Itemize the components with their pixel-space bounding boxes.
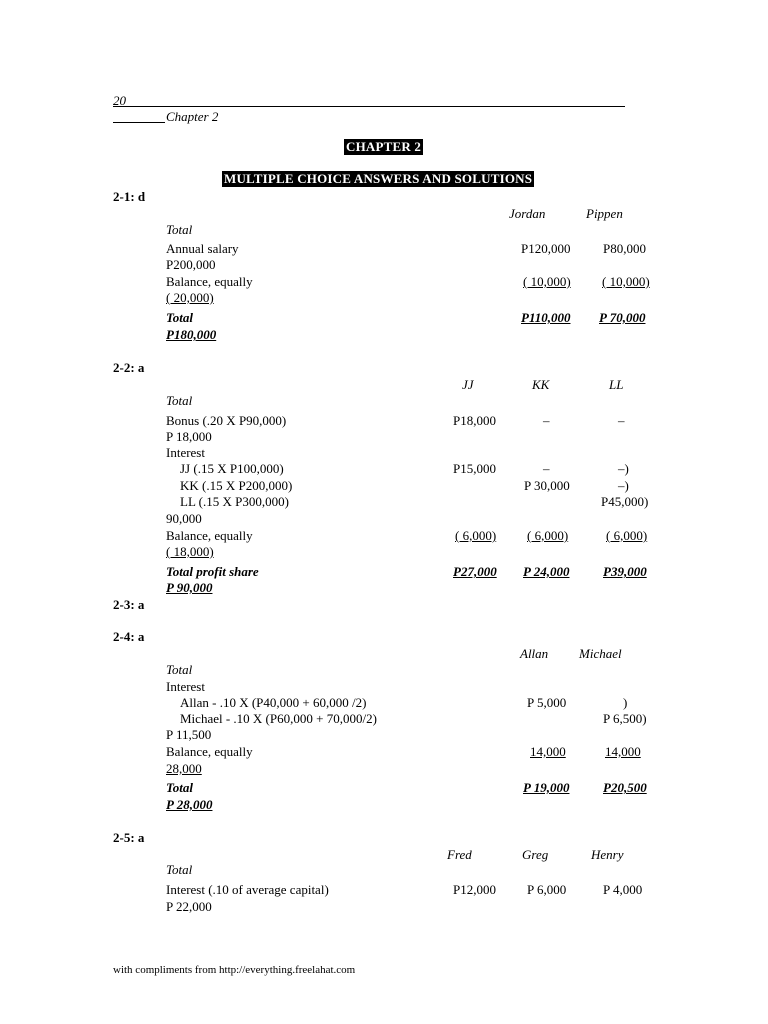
cell-value: – (543, 413, 550, 428)
cell-total: P200,000 (166, 257, 216, 272)
cell-total: P 18,000 (166, 429, 212, 444)
cell-value: P20,500 (603, 780, 647, 795)
cell-total: P 22,000 (166, 899, 212, 914)
row-label: Interest (166, 679, 205, 694)
chapter-banner: CHAPTER 2 (346, 139, 422, 154)
cell-value: –) (618, 461, 629, 476)
cell-value: ( 6,000) (527, 528, 569, 543)
cell-value: – (543, 461, 550, 476)
header-rule (113, 106, 625, 107)
cell-value: P27,000 (453, 564, 497, 579)
column-header-total: Total (166, 662, 193, 677)
cell-value: P39,000 (603, 564, 647, 579)
footer-credit: with compliments from http://everything.freelahat.com (113, 964, 356, 976)
row-label: Total profit share (166, 564, 259, 579)
cell-value: P 70,000 (599, 310, 646, 325)
cell-value: P 19,000 (523, 780, 570, 795)
cell-value: ( 6,000) (606, 528, 648, 543)
question-label: 2-4: a (113, 629, 145, 644)
column-header: LL (609, 377, 624, 392)
column-header: JJ (462, 377, 474, 392)
cell-total: P 28,000 (166, 797, 213, 812)
cell-value: P120,000 (521, 241, 571, 256)
column-header: Fred (447, 847, 472, 862)
column-header: KK (532, 377, 550, 392)
cell-value: P15,000 (453, 461, 496, 476)
row-label: KK (.15 X P200,000) (180, 478, 293, 493)
cell-value: 14,000 (530, 744, 566, 759)
row-label: Bonus (.20 X P90,000) (166, 413, 287, 428)
question-label: 2-3: a (113, 597, 145, 612)
column-header: Pippen (586, 206, 623, 221)
cell-value: P12,000 (453, 882, 496, 897)
row-label: Balance, equally (166, 528, 253, 543)
row-label: Total (166, 780, 193, 795)
column-header: Greg (522, 847, 549, 862)
question-label: 2-5: a (113, 830, 145, 845)
cell-value: P45,000) (601, 494, 649, 509)
row-label: Interest (166, 445, 205, 460)
cell-value: ) (623, 695, 628, 710)
cell-value: ( 10,000) (602, 274, 650, 289)
cell-total: 90,000 (166, 511, 202, 526)
question-label: 2-1: d (113, 189, 146, 204)
cell-total: ( 18,000) (166, 544, 214, 559)
cell-value: 14,000 (605, 744, 641, 759)
cell-value: P 5,000 (527, 695, 567, 710)
row-label: Allan - .10 X (P40,000 + 60,000 /2) (180, 695, 367, 710)
row-label: JJ (.15 X P100,000) (180, 461, 284, 476)
cell-value: ( 6,000) (455, 528, 497, 543)
column-header: Henry (591, 847, 624, 862)
column-header-total: Total (166, 862, 193, 877)
cell-value: P 6,500) (603, 711, 647, 726)
column-header: Michael (579, 646, 622, 661)
column-header-total: Total (166, 393, 193, 408)
chapter-label: Chapter 2 (166, 109, 219, 124)
row-label: Total (166, 310, 193, 325)
cell-value: P80,000 (603, 241, 646, 256)
cell-value: – (618, 413, 625, 428)
column-header: Jordan (509, 206, 546, 221)
cell-total: P 11,500 (166, 727, 212, 742)
cell-value: P 6,000 (527, 882, 567, 897)
row-label: Balance, equally (166, 274, 253, 289)
column-header-total: Total (166, 222, 193, 237)
cell-total: P 90,000 (166, 580, 213, 595)
row-label: LL (.15 X P300,000) (180, 494, 289, 509)
row-label: Michael - .10 X (P60,000 + 70,000/2) (180, 711, 377, 726)
section-banner: MULTIPLE CHOICE ANSWERS AND SOLUTIONS (224, 171, 533, 186)
column-header: Allan (520, 646, 549, 661)
cell-total: ( 20,000) (166, 290, 214, 305)
cell-total: P180,000 (166, 327, 217, 342)
cell-value: P 4,000 (603, 882, 643, 897)
row-label: Interest (.10 of average capital) (166, 882, 329, 897)
chapter-rule (113, 122, 165, 123)
cell-total: 28,000 (166, 761, 202, 776)
row-label: Balance, equally (166, 744, 253, 759)
cell-value: –) (618, 478, 629, 493)
cell-value: P 30,000 (524, 478, 570, 493)
cell-value: P 24,000 (523, 564, 570, 579)
cell-value: P18,000 (453, 413, 496, 428)
cell-value: P110,000 (521, 310, 571, 325)
page-number: 20 (113, 93, 126, 108)
question-label: 2-2: a (113, 360, 145, 375)
row-label: Annual salary (166, 241, 239, 256)
cell-value: ( 10,000) (523, 274, 571, 289)
